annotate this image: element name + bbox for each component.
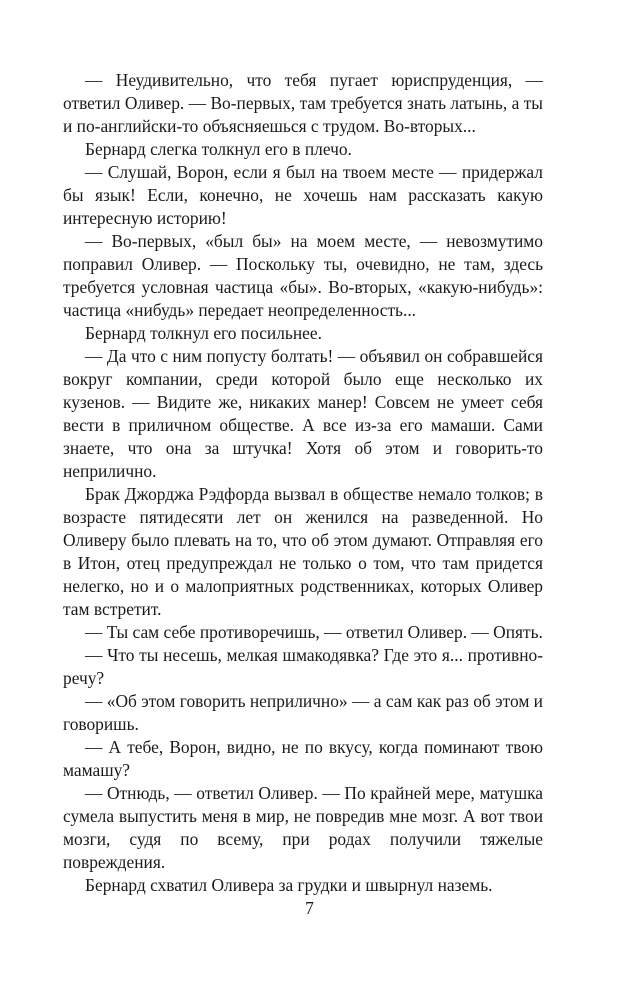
paragraph-3: — Слушай, Ворон, если я был на твоем месте — придержал бы язык! Если, конечно, не хочешь нам рассказать какую интересную историю! — [63, 162, 543, 228]
paragraph-12: — Отнюдь, — ответил Оливер. — По крайней мере, матушка сумела выпустить меня в мир, не повредив мне мозг. А вот твои мозги, судя по всему, при родах получили тяжелые повреждения. — [63, 783, 543, 872]
paragraph-9: — Что ты несешь, мелкая шмакодявка? Где это я... противно-речу? — [63, 645, 543, 688]
paragraph-5: Бернард толкнул его посильнее. — [85, 323, 322, 343]
page-number: 7 — [305, 898, 314, 918]
paragraph-8: — Ты сам себе противоречишь, — ответил Оливер. — Опять. — [85, 622, 543, 642]
paragraph-4: — Во-первых, «был бы» на моем месте, — невозмутимо поправил Оливер. — Поскольку ты, очевидно, не там, здесь требуется условная частица «бы». Во-вторых, «какую-нибудь»: частица «нибудь» передает неопределенность... — [63, 231, 543, 320]
page-body — [63, 69, 543, 897]
paragraph-6: — Да что с ним попусту болтать! — объявил он собравшейся вокруг компании, среди которой было еще несколько их кузенов. — Видите же, никаких манер! Совсем не умеет себя вести в приличном обществе. А все из-за его мамаши. Сами знаете, что она за штучка! Хотя об этом и говорить-то неприлично. — [63, 346, 543, 481]
paragraph-11: — А тебе, Ворон, видно, не по вкусу, когда поминают твою мамашу? — [63, 737, 543, 780]
paragraph-1: — Неудивительно, что тебя пугает юриспруденция, — ответил Оливер. — Во-первых, там требуется знать латынь, а ты и по-английски-то объясняешься с трудом. Во-вторых... — [63, 70, 543, 136]
paragraph-7: Брак Джорджа Рэдфорда вызвал в обществе немало толков; в возрасте пятидесяти лет он женился на разведенной. Но Оливеру было плевать на то, что об этом думают. Отправляя его в Итон, отец предупреждал не только о том, что там придется нелегко, но и о малоприятных родственниках, которых Оливер там встретит. — [63, 484, 543, 619]
paragraph-10: — «Об этом говорить неприлично» — а сам как раз об этом и говоришь. — [63, 691, 543, 734]
paragraph-13: Бернард схватил Оливера за грудки и швырнул наземь. — [85, 875, 493, 895]
paragraph-2: Бернард слегка толкнул его в плечо. — [85, 139, 352, 159]
